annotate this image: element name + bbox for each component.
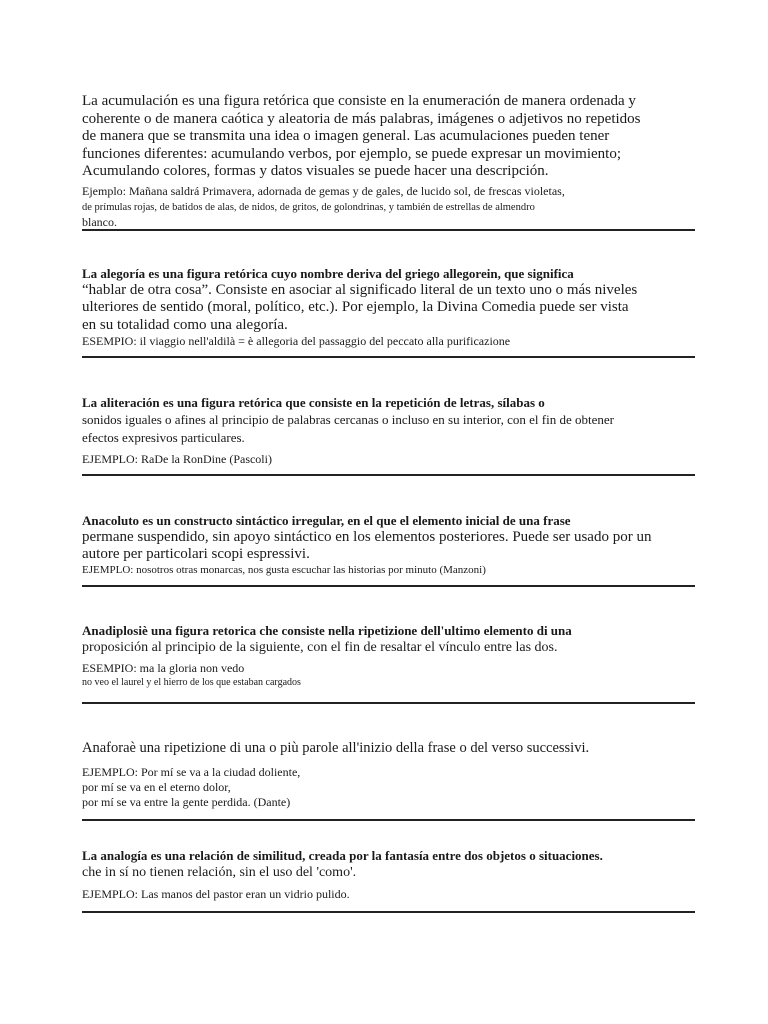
definition-line: La analogía es una relación de similitud, creada por la fantasía entre dos objetos o situaciones. xyxy=(82,848,603,863)
example-line: por mí se va entre la gente perdida. (Dante) xyxy=(82,794,291,809)
divider xyxy=(82,585,695,587)
entry-acumulacion xyxy=(82,93,695,230)
definition-line: “hablar de otra cosa”. Consiste en asociar al significado literal de un texto uno o más niveles xyxy=(82,281,638,298)
example-line: de prímulas rojas, de batidos de alas, de nidos, de gritos, de golondrinas, y también de estrellas de almendro xyxy=(82,201,535,213)
example-line: ESEMPIO: ma la gloria non vedo xyxy=(82,661,245,675)
entry-analogia xyxy=(82,848,695,902)
example-line: ESEMPIO: il viaggio nell'aldilà = è allegoria del passaggio del peccato alla purificazione xyxy=(82,334,511,348)
entry-alegoria xyxy=(82,266,695,349)
definition-line: proposición al principio de la siguiente, con el fin de resaltar el vínculo entre las dos. xyxy=(82,639,558,655)
definition-line: efectos expresivos particulares. xyxy=(82,430,245,445)
divider xyxy=(82,229,695,231)
definition-line: en su totalidad como una alegoría. xyxy=(82,316,288,333)
definition-line: Acumulando colores, formas y datos visuales se puede hacer una descripción. xyxy=(82,163,549,179)
divider xyxy=(82,474,695,476)
definition-line: sonidos iguales o afines al principio de palabras cercanas o incluso en su interior, con el fin de obtener xyxy=(82,411,614,427)
entry-anacoluto xyxy=(82,513,695,577)
definition-line: autore per particolari scopi espressivi. xyxy=(82,546,310,562)
example-line: EJEMPLO: RaDe la RonDine (Pascoli) xyxy=(82,451,272,466)
definition-line: Anaforaè una ripetizione di una o più parole all'inizio della frase o del verso successivi. xyxy=(82,740,590,756)
definition-line: La aliteración es una figura retórica que consiste en la repetición de letras, sílabas o xyxy=(82,395,545,410)
definition-line: La alegoría es una figura retórica cuyo nombre deriva del griego allegorein, que significa xyxy=(82,266,574,281)
entry-anadiplosis xyxy=(82,623,695,689)
example-line: blanco. xyxy=(82,214,117,229)
divider xyxy=(82,356,695,358)
divider xyxy=(82,702,695,704)
definition-line: funciones diferentes: acumulando verbos, por ejemplo, se puede expresar un movimiento; xyxy=(82,145,622,162)
definition-line: de manera que se transmita una idea o imagen general. Las acumulaciones pueden tener xyxy=(82,128,610,144)
definition-line: La acumulación es una figura retórica que consiste en la enumeración de manera ordenada y xyxy=(82,93,636,109)
example-line: por mí se va en el eterno dolor, xyxy=(82,779,231,794)
entry-aliteracion xyxy=(82,395,695,467)
definition-line: Anacoluto es un constructo sintáctico irregular, en el que el elemento inicial de una frase xyxy=(82,513,571,528)
example-line: no veo el laurel y el hierro de los que estaban cargados xyxy=(82,677,301,688)
divider xyxy=(82,911,695,913)
example-line: EJEMPLO: nosotros otras monarcas, nos gusta escuchar las historias por minuto (Manzoni) xyxy=(82,563,486,576)
definition-line: che in sí no tienen relación, sin el uso del 'como'. xyxy=(82,864,357,880)
example-line: Ejemplo: Mañana saldrá Primavera, adornada de gemas y de gales, de lucido sol, de frescas violetas, xyxy=(82,183,565,198)
example-line: EJEMPLO: Las manos del pastor eran un vidrio pulido. xyxy=(82,887,350,901)
divider xyxy=(82,819,695,821)
entry-anafora xyxy=(82,740,695,810)
definition-line: coherente o de manera caótica y aleatoria de más palabras, imágenes o adjetivos no repetidos xyxy=(82,110,641,127)
definition-line: permane suspendido, sin apoyo sintáctico en los elementos posteriores. Puede ser usado por un xyxy=(82,528,652,545)
definition-line: Anadiplosiè una figura retorica che consiste nella ripetizione dell'ultimo elemento di una xyxy=(82,623,572,638)
example-line: EJEMPLO: Por mí se va a la ciudad doliente, xyxy=(82,764,301,779)
definition-line: ulteriores de sentido (moral, político, etc.). Por ejemplo, la Divina Comedia puede ser vista xyxy=(82,299,629,315)
